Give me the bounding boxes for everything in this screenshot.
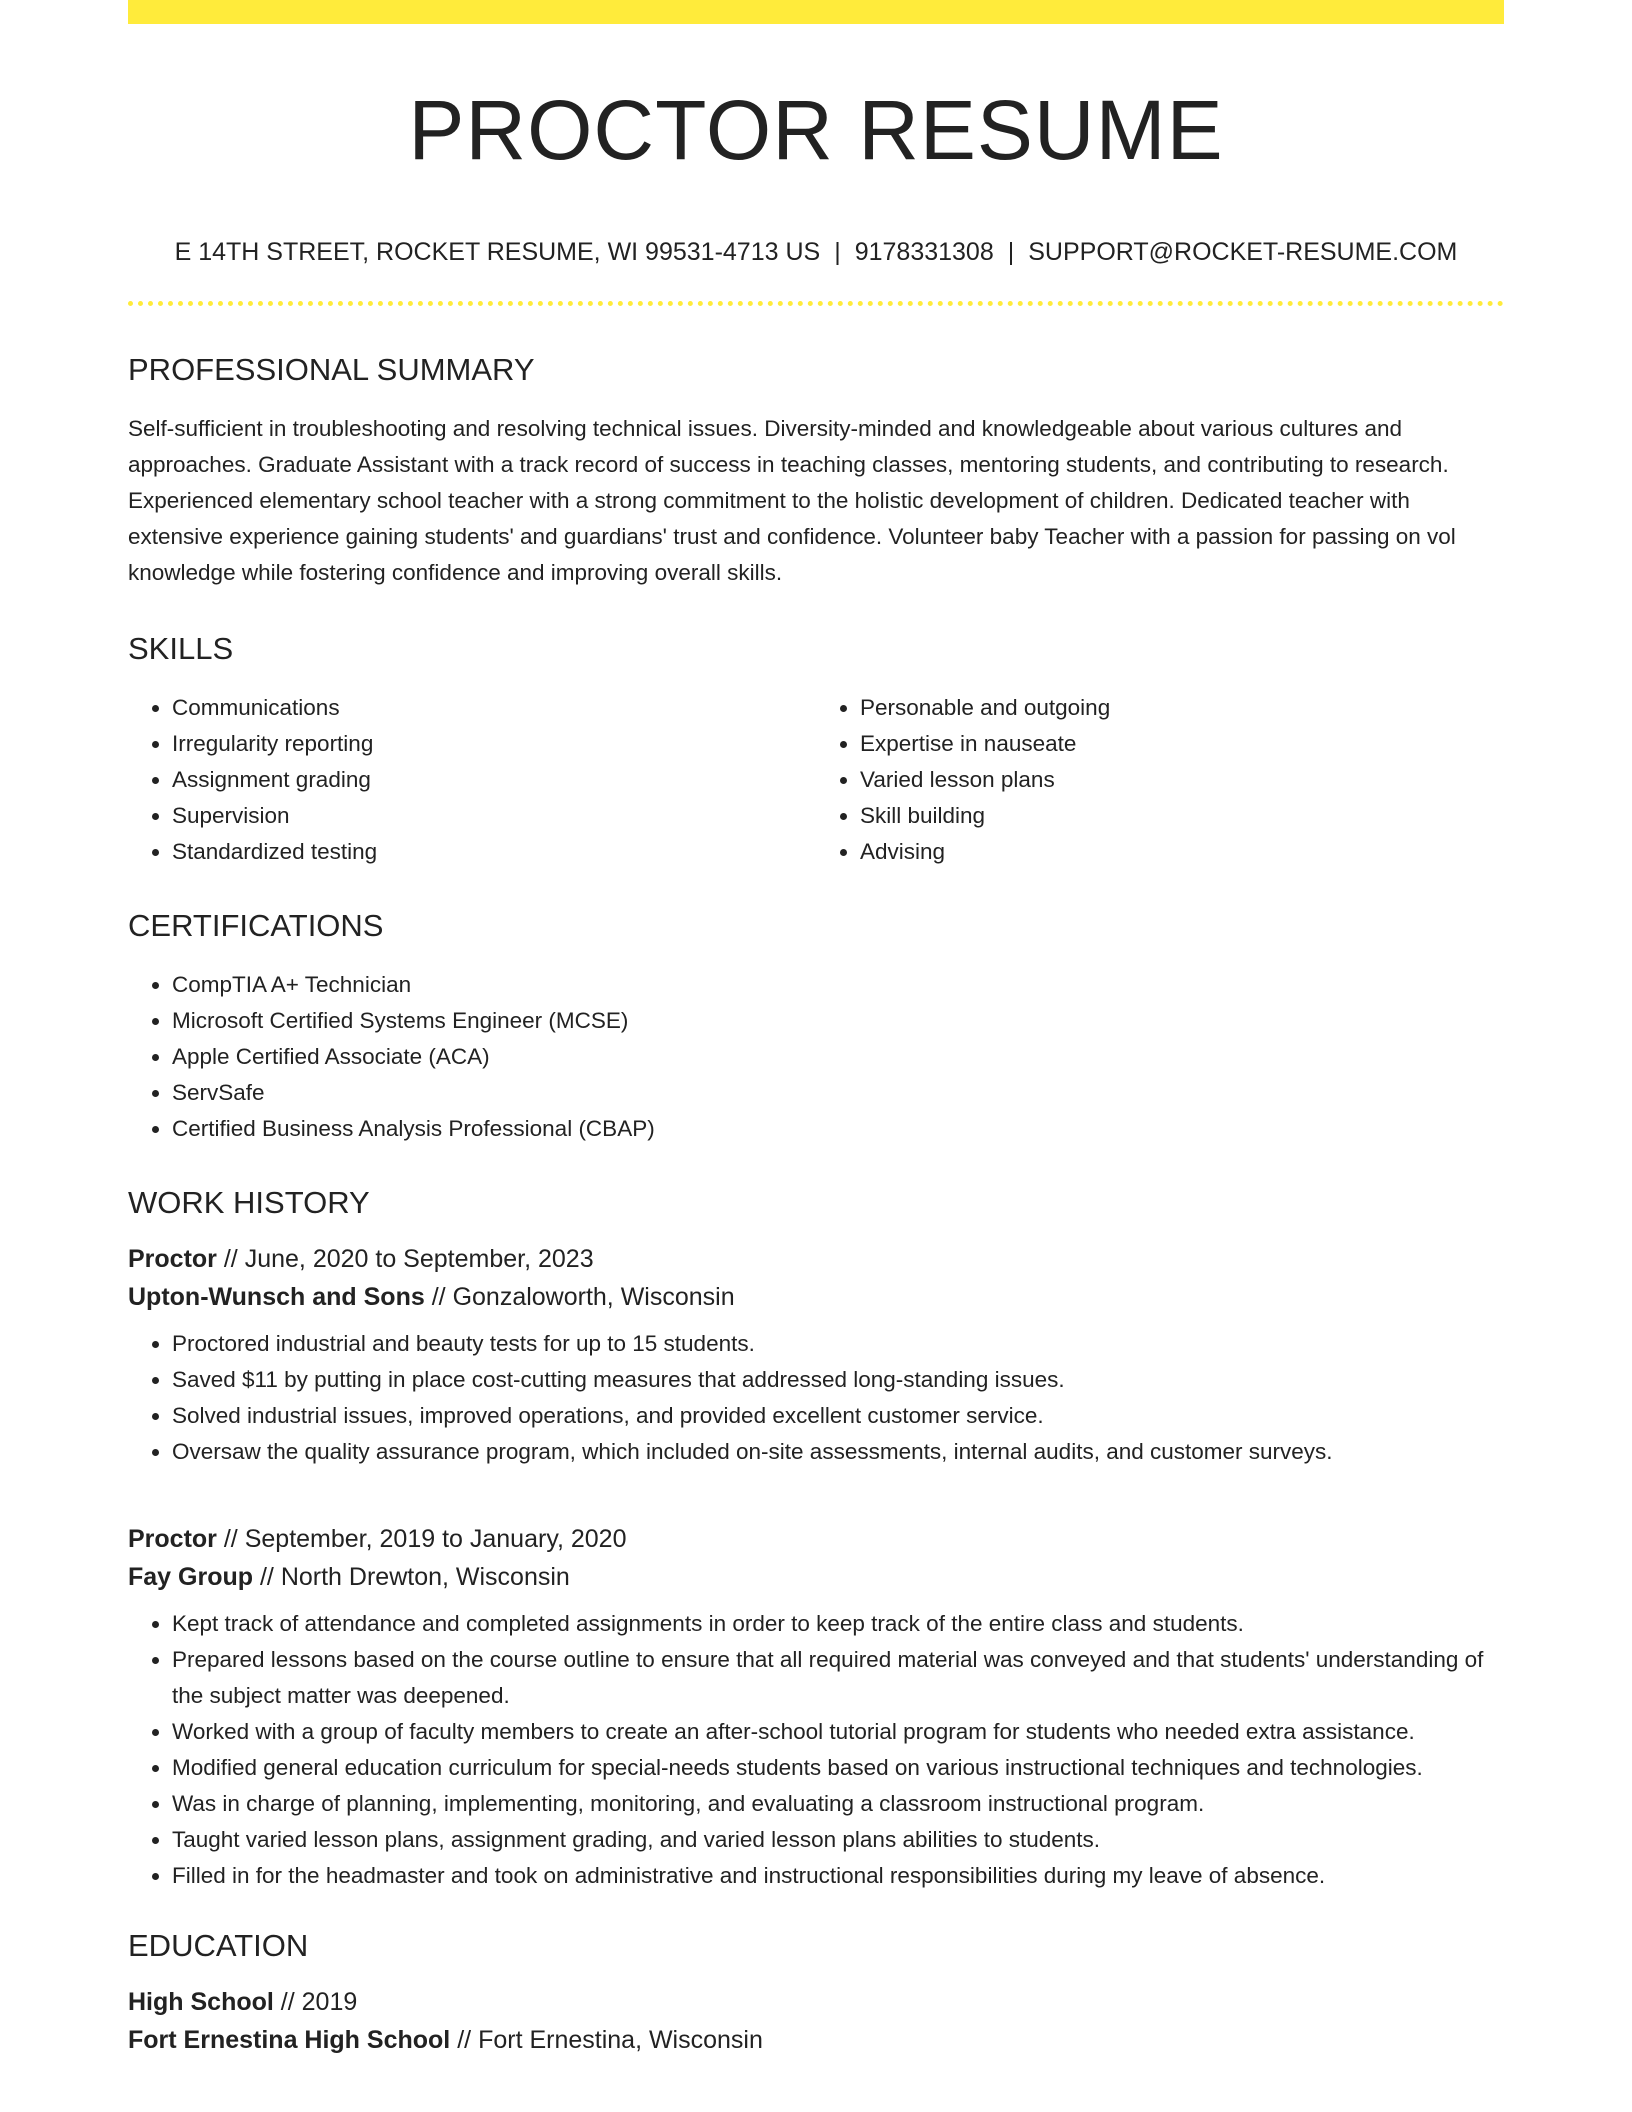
job-dates: September, 2019 to January, 2020	[244, 1525, 627, 1553]
job-separator: //	[259, 1563, 274, 1591]
certification-item: • Apple Certified Associate (ACA)	[172, 1039, 1504, 1075]
skill-item: • Expertise in nauseate	[860, 726, 1504, 762]
skill-item: • Supervision	[172, 798, 816, 834]
job-bullet: • Was in charge of planning, implementing, monitoring, and evaluating a classroom instructional program.	[172, 1786, 1504, 1822]
education-degree: High School	[128, 1988, 274, 2016]
job-location: Gonzaloworth, Wisconsin	[452, 1283, 735, 1311]
contact-separator: |	[1007, 238, 1015, 266]
education-degree-line	[128, 1983, 1504, 2021]
job-title-line	[128, 1520, 1504, 1558]
job-company: Upton-Wunsch and Sons	[128, 1283, 425, 1311]
job-bullet: • Filled in for the headmaster and took on administrative and instructional responsibilities during my leave of absence.	[172, 1858, 1504, 1894]
job-role: Proctor	[128, 1525, 217, 1553]
contact-line	[128, 240, 1504, 265]
job-company: Fay Group	[128, 1563, 254, 1591]
skill-item: • Standardized testing	[172, 834, 816, 870]
education-separator: //	[280, 1988, 295, 2016]
education-school-line	[128, 2021, 1504, 2059]
job-entry	[128, 1240, 1504, 1470]
job-bullet: • Worked with a group of faculty members to create an after-school tutorial program for students who needed extra assistance.	[172, 1714, 1504, 1750]
education-location: Fort Ernestina, Wisconsin	[478, 2026, 763, 2054]
job-separator: //	[223, 1525, 238, 1553]
skill-item: • Communications	[172, 690, 816, 726]
job-bullet: • Saved $11 by putting in place cost-cutting measures that addressed long-standing issues.	[172, 1362, 1504, 1398]
section-title-education: EDUCATION	[128, 1928, 309, 1963]
job-bullet: • Solved industrial issues, improved operations, and provided excellent customer service.	[172, 1398, 1504, 1434]
skills-columns	[128, 690, 1504, 870]
accent-top-bar	[128, 0, 1504, 24]
skill-item: • Skill building	[860, 798, 1504, 834]
job-company-line	[128, 1558, 1504, 1596]
resume-name: PROCTOR RESUME	[408, 83, 1224, 177]
section-title-summary: PROFESSIONAL SUMMARY	[128, 352, 535, 387]
job-role: Proctor	[128, 1245, 217, 1273]
job-bullet: • Modified general education curriculum for special-needs students based on various instructional techniques and technologies.	[172, 1750, 1504, 1786]
job-bullet: • Prepared lessons based on the course outline to ensure that all required material was conveyed and that students' understanding of the subject matter was deepened.	[172, 1642, 1504, 1714]
skill-item: • Assignment grading	[172, 762, 816, 798]
skill-item: • Irregularity reporting	[172, 726, 816, 762]
resume-page	[128, 0, 1504, 2059]
job-bullets	[128, 1606, 1504, 1894]
job-separator: //	[223, 1245, 238, 1273]
contact-separator: |	[834, 238, 841, 266]
certifications-list	[128, 967, 1504, 1147]
education-separator: //	[457, 2026, 472, 2054]
job-bullet: • Taught varied lesson plans, assignment grading, and varied lesson plans abilities to students.	[172, 1822, 1504, 1858]
job-bullets	[128, 1326, 1504, 1470]
certification-item: • Microsoft Certified Systems Engineer (MCSE)	[172, 1003, 1504, 1039]
job-location: North Drewton, Wisconsin	[280, 1563, 570, 1591]
education-entry	[128, 1983, 1504, 2059]
job-company-line	[128, 1278, 1504, 1316]
skills-list-right	[816, 690, 1504, 870]
skill-item: • Varied lesson plans	[860, 762, 1504, 798]
skill-item: • Advising	[860, 834, 1504, 870]
certification-item: • ServSafe	[172, 1075, 1504, 1111]
section-title-work-history: WORK HISTORY	[128, 1185, 370, 1220]
summary-text: Self-sufficient in troubleshooting and resolving technical issues. Diversity-minded and knowledgeable about various cultures and approaches. Graduate Assistant with a track record of success in teaching classes, mentoring students, and contributing to research. Experienced elementary school teacher with a strong commitment to the holistic development of children. Dedicated teacher with extensive experience gaining students' and guardians' trust and confidence. Volunteer baby Teacher with a passion for passing on vol knowledge while fostering confidence and improving overall skills.	[128, 416, 1456, 585]
education-year: 2019	[301, 1988, 358, 2016]
section-title-skills: SKILLS	[128, 631, 234, 666]
certification-item: • CompTIA A+ Technician	[172, 967, 1504, 1003]
job-entry	[128, 1520, 1504, 1894]
job-bullet: • Oversaw the quality assurance program, which included on-site assessments, internal audits, and customer surveys.	[172, 1434, 1504, 1470]
job-bullet: • Proctored industrial and beauty tests for up to 15 students.	[172, 1326, 1504, 1362]
job-separator: //	[431, 1283, 446, 1311]
contact-email: SUPPORT@ROCKET-RESUME.COM	[1028, 238, 1458, 266]
job-bullet: • Kept track of attendance and completed assignments in order to keep track of the entire class and students.	[172, 1606, 1504, 1642]
dotted-divider	[128, 301, 1504, 306]
contact-phone: 9178331308	[854, 238, 994, 266]
skill-item: • Personable and outgoing	[860, 690, 1504, 726]
skills-list-left	[128, 690, 816, 870]
education-school: Fort Ernestina High School	[128, 2026, 451, 2054]
job-title-line	[128, 1240, 1504, 1278]
job-dates: June, 2020 to September, 2023	[244, 1245, 594, 1273]
contact-address: E 14TH STREET, ROCKET RESUME, WI 99531-4713 US	[174, 238, 821, 266]
section-title-certifications: CERTIFICATIONS	[128, 908, 384, 943]
certification-item: • Certified Business Analysis Professional (CBAP)	[172, 1111, 1504, 1147]
